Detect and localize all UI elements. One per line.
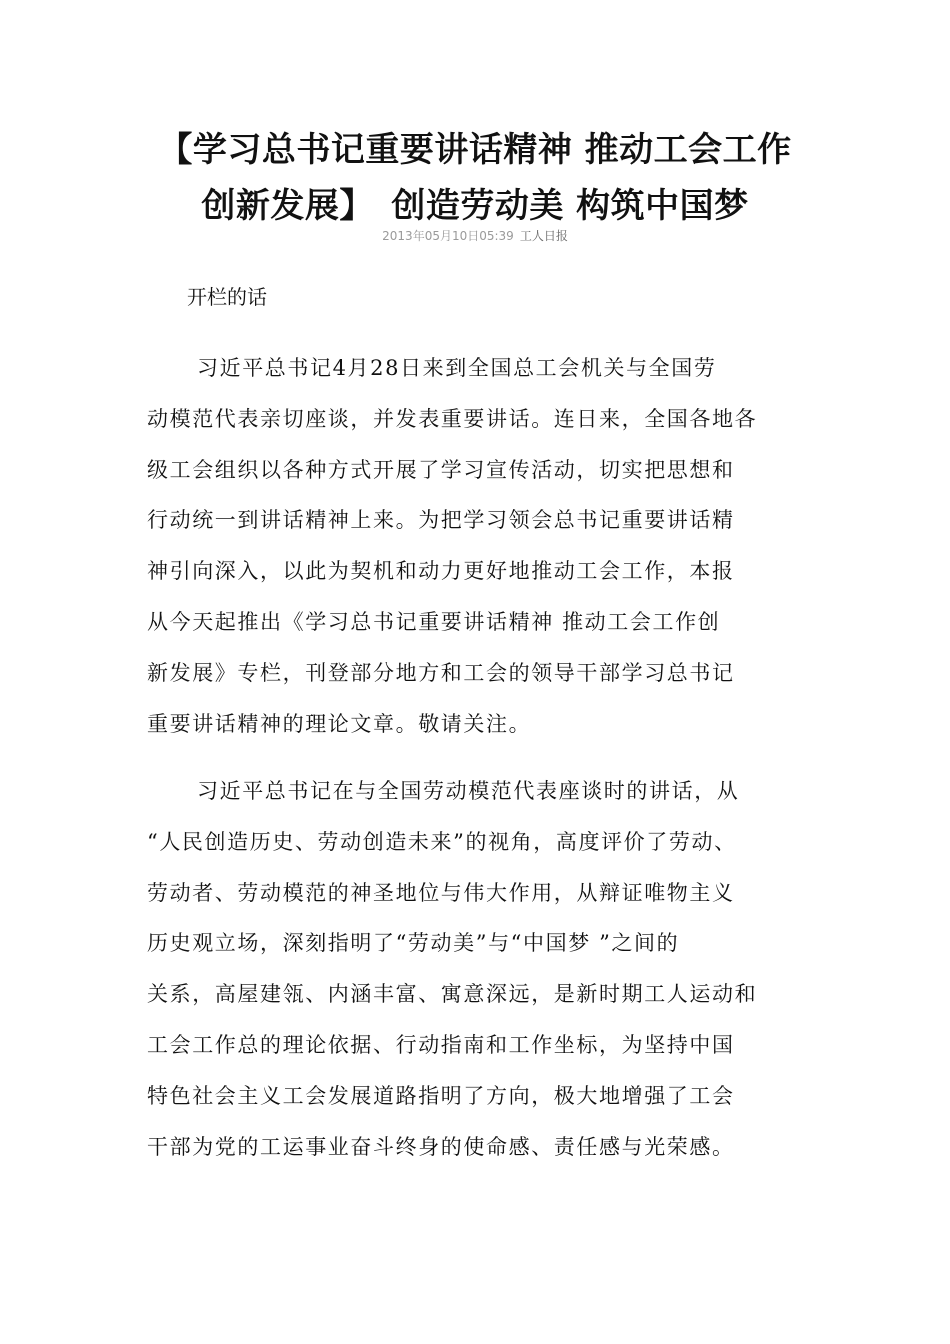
publish-date: 2013年05月10日05:39	[382, 229, 514, 243]
paragraph-line: 行动统一到讲话精神上来。为把学习领会总书记重要讲话精	[147, 508, 735, 533]
paragraph-line: 重要讲话精神的理论文章。敬请关注。	[147, 711, 532, 736]
paragraph-line: 关系，高屋建瓴、内涵丰富、寓意深远，是新时期工人运动和	[147, 982, 758, 1007]
article-title-line-1: 【学习总书记重要讲话精神 推动工会工作	[158, 130, 792, 170]
paragraph-line: 干部为党的工运事业奋斗终身的使命感、责任感与光荣感。	[147, 1134, 735, 1159]
paragraph-line: “人民创造历史、劳动创造未来”的视角，高度评价了劳动、	[147, 829, 737, 854]
paragraph-body	[147, 766, 807, 1172]
paragraph-intro	[147, 343, 807, 749]
article-meta	[0, 228, 950, 244]
paragraph-line: 动模范代表亲切座谈，并发表重要讲话。连日来，全国各地各	[147, 406, 758, 431]
paragraph-line: 工会工作总的理论依据、行动指南和工作坐标，为坚持中国	[147, 1032, 735, 1057]
paragraph-line: 劳动者、劳动模范的神圣地位与伟大作用，从辩证唯物主义	[147, 880, 735, 905]
paragraph-line: 特色社会主义工会发展道路指明了方向，极大地增强了工会	[147, 1083, 735, 1108]
article-title-line-2: 创新发展】 创造劳动美 构筑中国梦	[201, 186, 749, 226]
paragraph-line: 习近平总书记在与全国劳动模范代表座谈时的讲话，从	[197, 779, 740, 803]
paragraph-line: 神引向深入，以此为契机和动力更好地推动工会工作，本报	[147, 559, 735, 584]
column-label: 开栏的话	[187, 285, 267, 309]
paragraph-line: 新发展》专栏，刊登部分地方和工会的领导干部学习总书记	[147, 660, 735, 685]
article-source: 工人日报	[519, 229, 568, 243]
article-title	[120, 122, 830, 234]
paragraph-line: 习近平总书记4月28日来到全国总工会机关与全国劳	[197, 356, 717, 380]
paragraph-line: 从今天起推出《学习总书记重要讲话精神 推动工会工作创	[147, 609, 721, 634]
paragraph-line: 级工会组织以各种方式开展了学习宣传活动，切实把思想和	[147, 457, 735, 482]
paragraph-line: 历史观立场，深刻指明了“劳动美”与“中国梦 ”之间的	[147, 931, 680, 956]
